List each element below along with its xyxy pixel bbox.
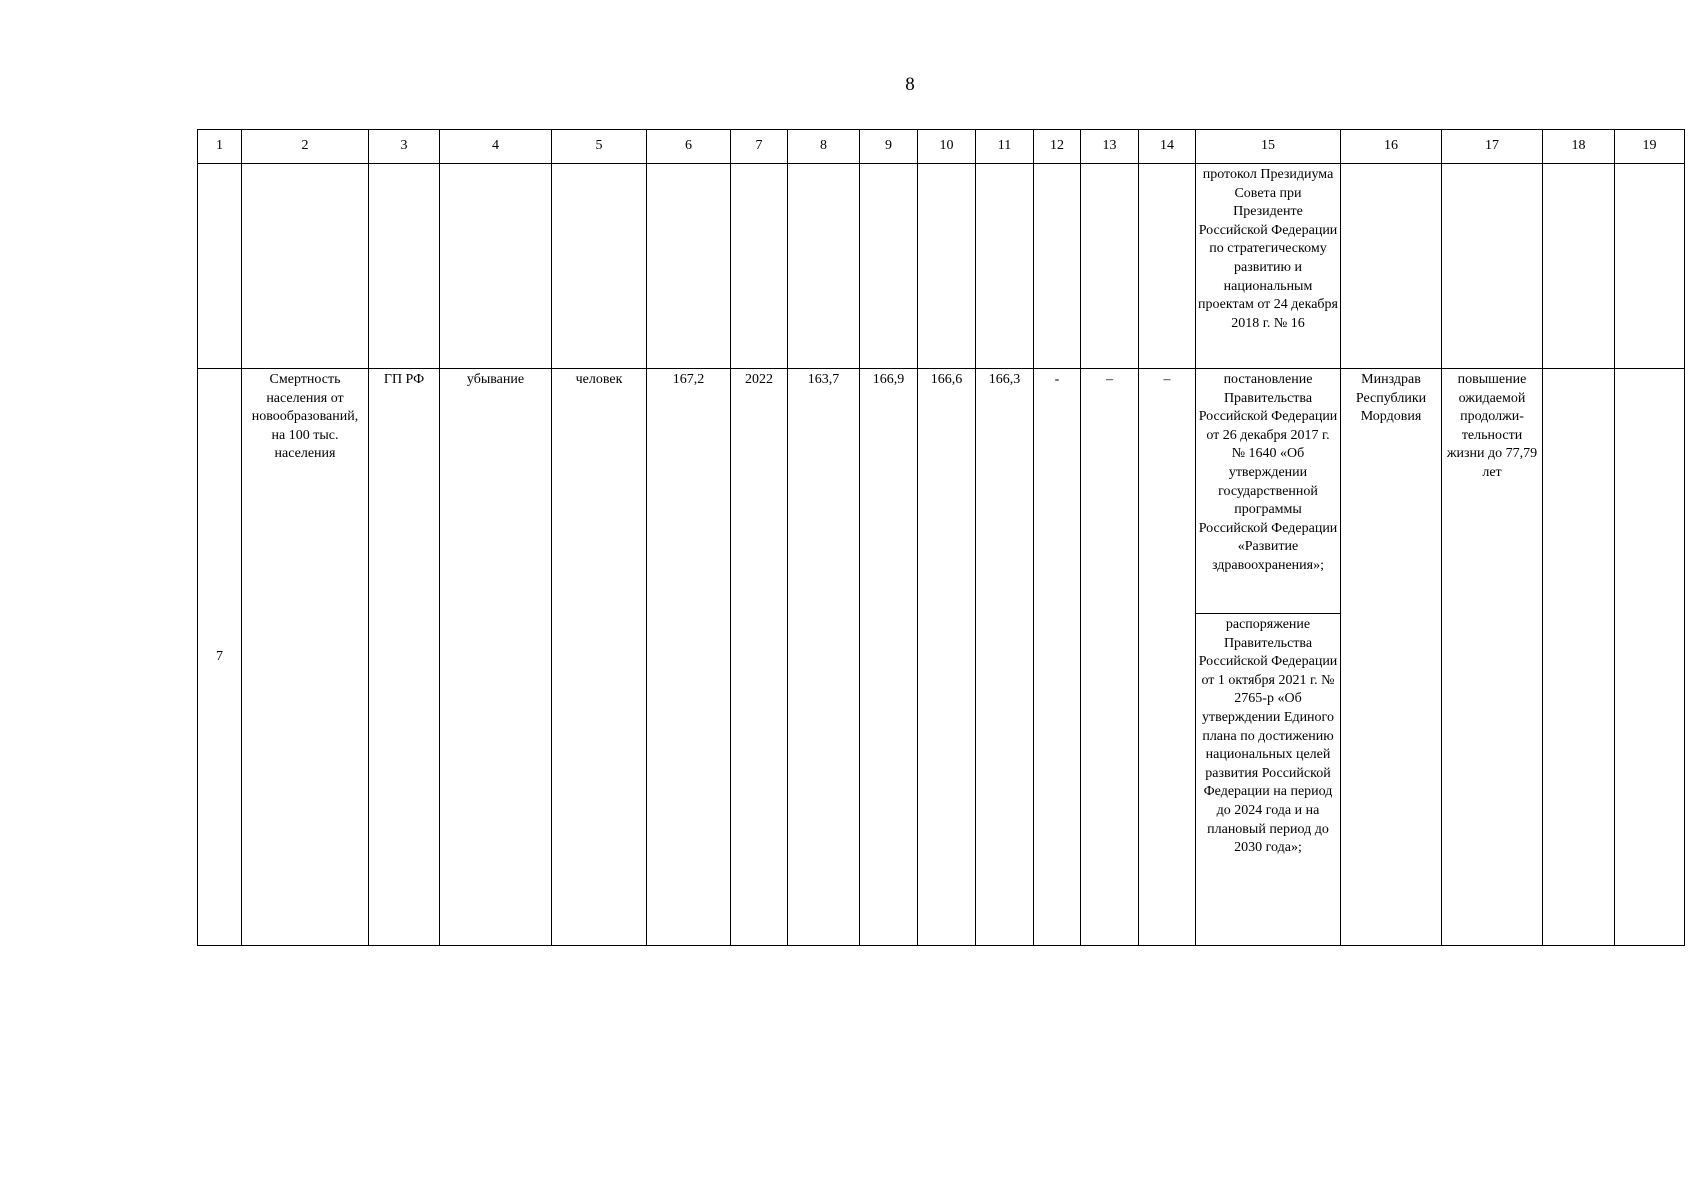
header-row [198,130,1685,164]
column-header: 6 [647,130,731,164]
value-cell [1034,369,1081,946]
column-header: 18 [1543,130,1615,164]
table-cell [1034,164,1081,369]
table-cell [1081,164,1139,369]
column-header: 5 [552,130,647,164]
table-cell [1442,164,1543,369]
value-2027: - [1054,372,1060,387]
document-cell [1196,164,1341,369]
document-cell [1196,614,1341,946]
level-cell [369,369,440,946]
value-2029: – [1163,372,1171,387]
column-header: 12 [1034,130,1081,164]
trend-value: убывание [466,372,525,387]
column-header: 9 [860,130,918,164]
value-cell [1081,369,1139,946]
indicator-name: Смертность населения от новообразований, на 100 тыс. населения [251,372,359,462]
goal-value: повышение ожидаемой продолжи-тельности жизни до 77,79 лет [1446,372,1538,480]
document-cell [1196,369,1341,614]
table-cell [1615,164,1685,369]
responsible-cell [1341,369,1442,946]
column-header: 19 [1615,130,1685,164]
value-2025: 166,6 [930,372,963,387]
column-header: 8 [788,130,860,164]
table-cell [731,164,788,369]
document-text: постановление Правительства Российской Федерации от 26 декабря 2017 г. № 1640 «Об утверждении государственной программы Российской Федерации «Развитие здравоохранения»; [1198,372,1338,573]
indicator-cell [242,369,369,946]
base-year: 2022 [745,372,773,387]
value-2024: 166,9 [872,372,905,387]
value-cell [976,369,1034,946]
column-header: 1 [198,130,242,164]
table-cell [860,164,918,369]
indicator-table [197,129,1685,946]
table-cell [647,164,731,369]
table-cell [440,164,552,369]
value-2028: – [1106,372,1113,387]
base-year-cell [731,369,788,946]
page-number: 8 [905,74,915,95]
table-cell [198,164,242,369]
value-cell [860,369,918,946]
table-row-7 [198,369,1685,614]
column-header: 16 [1341,130,1442,164]
table-cell [1139,164,1196,369]
value-cell [1139,369,1196,946]
base-value: 167,2 [672,372,705,387]
base-value-cell [647,369,731,946]
goal-cell [1442,369,1543,946]
table-cell [369,164,440,369]
column-header: 2 [242,130,369,164]
table-cell [788,164,860,369]
column-header: 4 [440,130,552,164]
table-cell [1615,369,1685,946]
unit-cell [552,369,647,946]
value-cell [918,369,976,946]
column-header: 13 [1081,130,1139,164]
trend-cell [440,369,552,946]
unit-value: человек [575,372,623,387]
column-header: 17 [1442,130,1543,164]
table-cell [976,164,1034,369]
responsible-value: Минздрав Республики Мордовия [1355,372,1427,425]
column-header: 14 [1139,130,1196,164]
value-2023: 163,7 [807,372,840,387]
table-cell [1341,164,1442,369]
table-row-continuation [198,164,1685,369]
column-header: 7 [731,130,788,164]
table-cell [552,164,647,369]
table-cell [1543,164,1615,369]
column-header: 3 [369,130,440,164]
table-cell [242,164,369,369]
value-cell [788,369,860,946]
level-value: ГП РФ [383,372,425,387]
column-header: 11 [976,130,1034,164]
column-header: 15 [1196,130,1341,164]
document-text: протокол Президиума Совета при Президенте Российской Федерации по стратегическому развитию и национальным проектам от 24 декабря 2018 г. № 16 [1198,167,1338,331]
table-cell [918,164,976,369]
table-cell [1543,369,1615,946]
column-header: 10 [918,130,976,164]
row-number: 7 [198,369,242,946]
document-text: распоряжение Правительства Российской Федерации от 1 октября 2021 г. № 2765-р «Об утверждении Единого плана по достижению национальных целей развития Российской Федерации на период до 2024 года и на плановый период до 2030 года»; [1198,617,1338,856]
value-2026: 166,3 [988,372,1021,387]
